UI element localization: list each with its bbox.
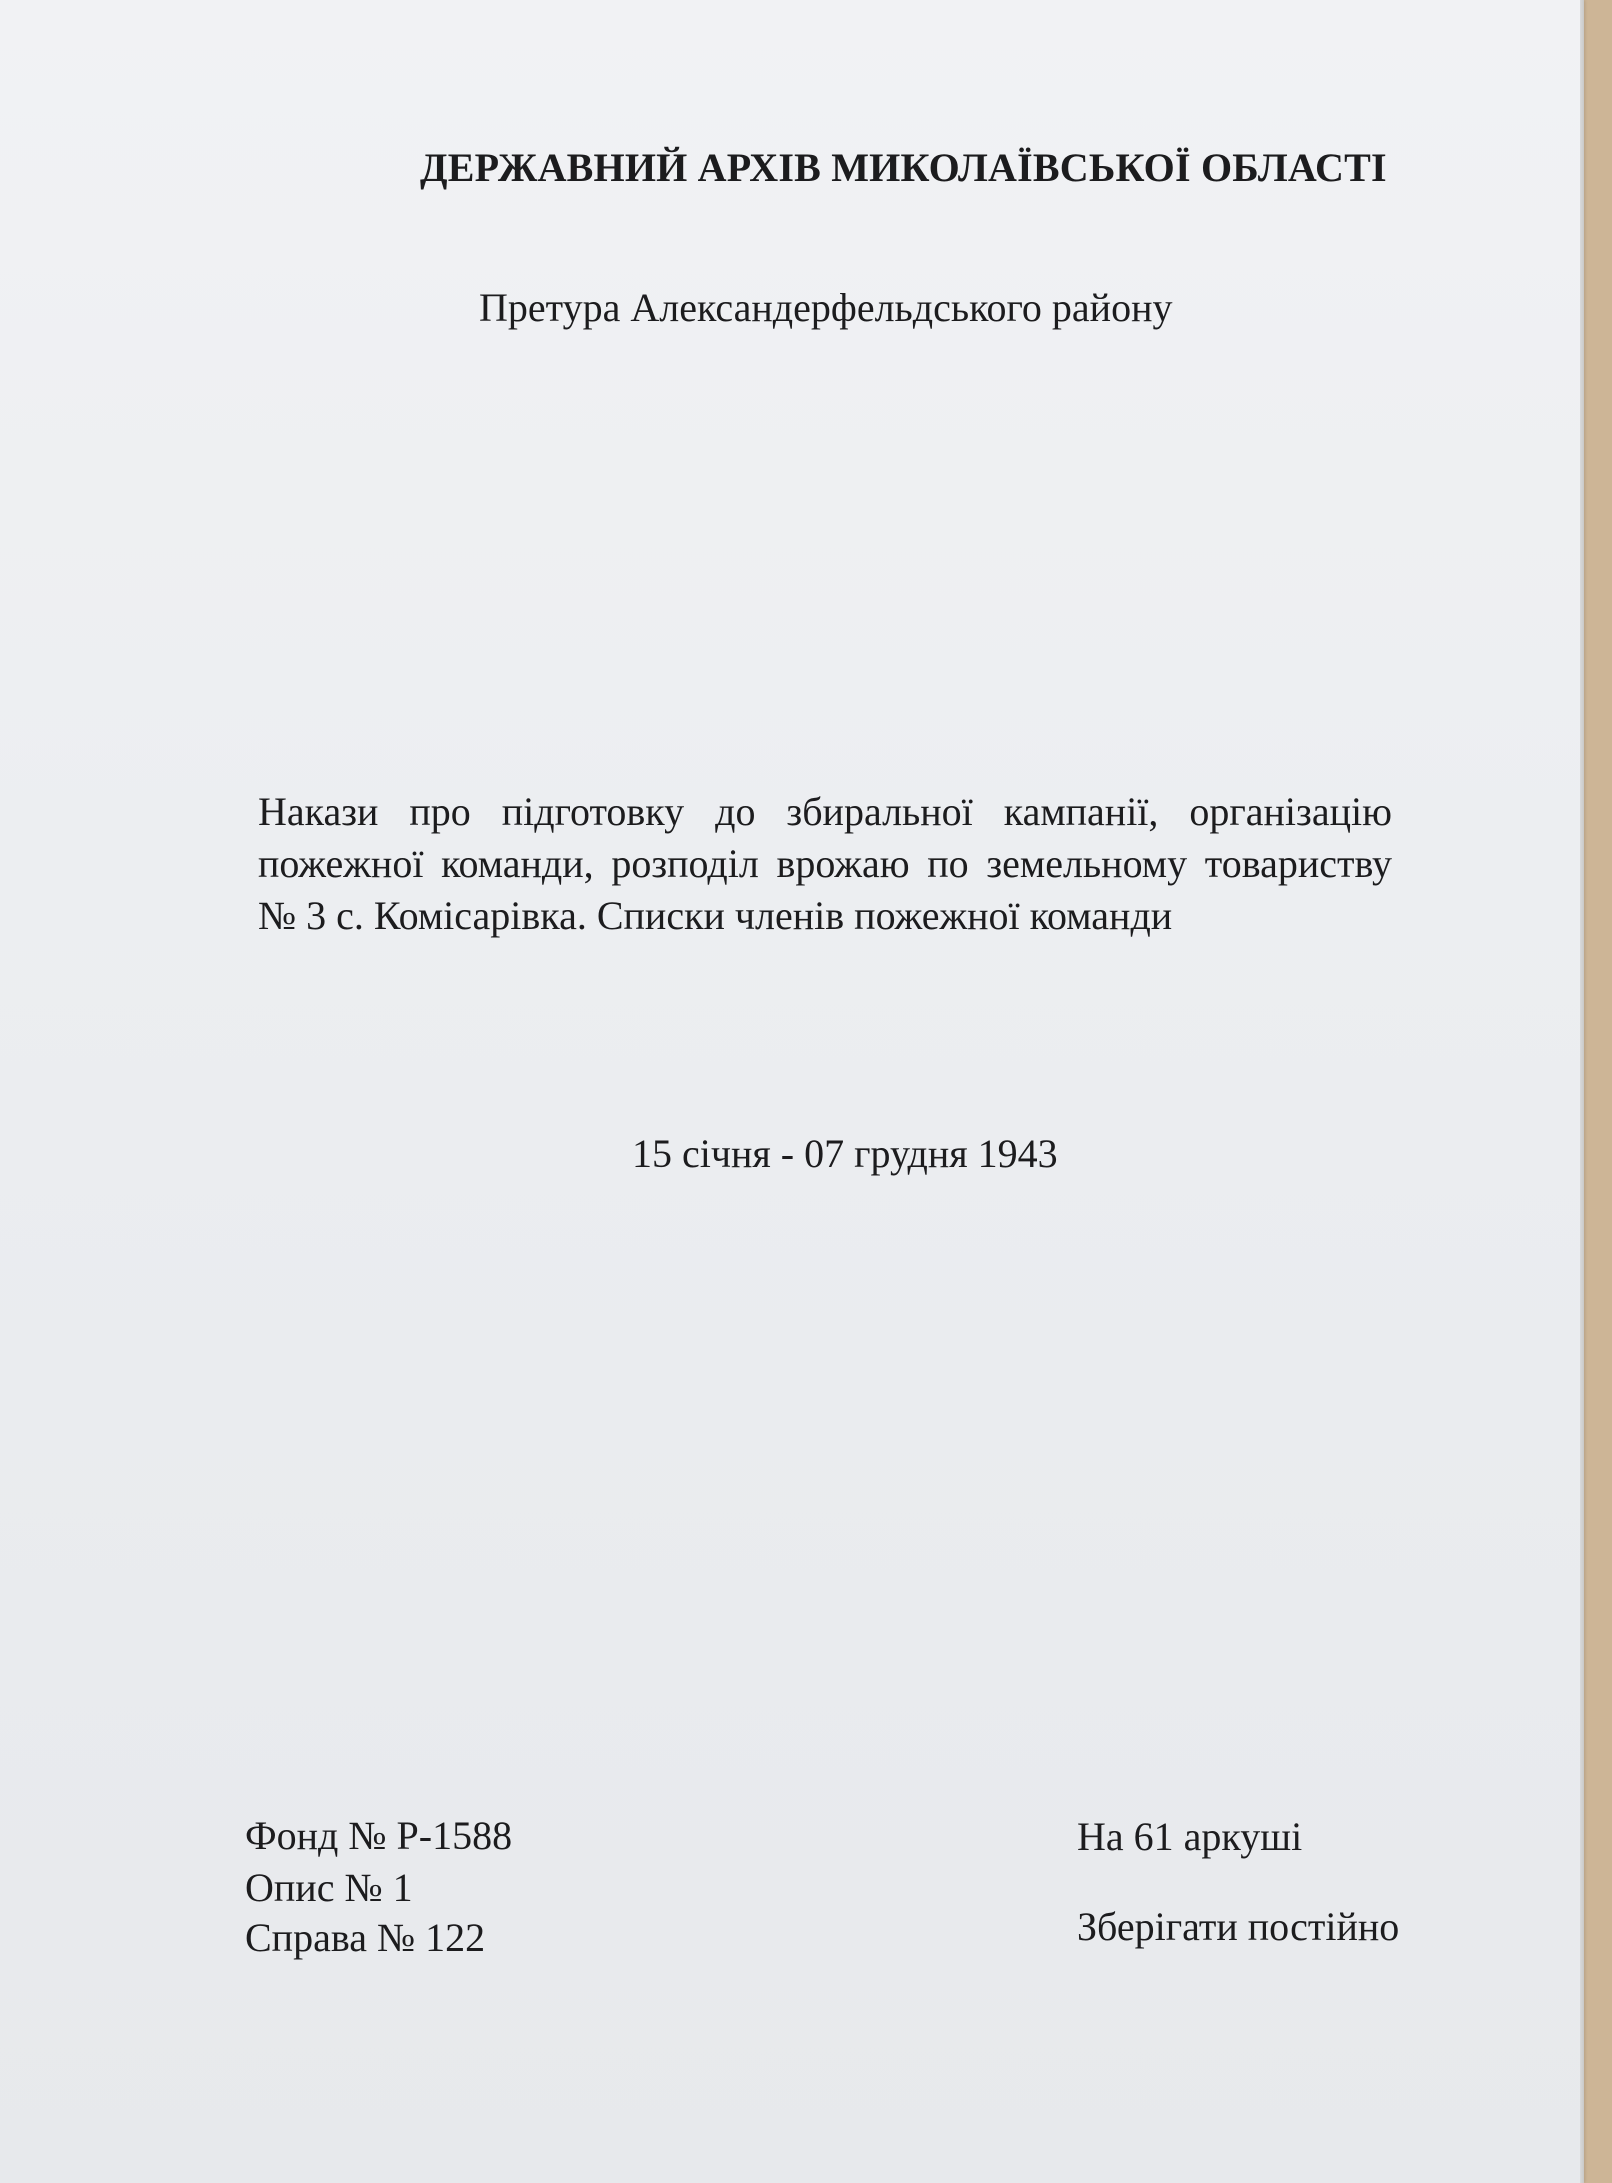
date-range: 15 січня - 07 грудня 1943 [632,1131,1058,1176]
file-description: Накази про підготовку до збиральної кампанії, організацію пожежної команди, розподіл врожаю по земельному товариству № 3 с. Комісарівка. Списки членів пожежної команди [258,789,1392,938]
opys-number: Опис № 1 [245,1865,413,1910]
sprava-number: Справа № 122 [245,1915,486,1960]
institution-name: Претура Александерфельдського району [479,285,1173,330]
page-edge [1580,0,1584,2183]
archive-title: ДЕРЖАВНИЙ АРХІВ МИКОЛАЇВСЬКОЇ ОБЛАСТІ [420,145,1387,190]
sheet-count: На 61 аркуші [1077,1814,1303,1859]
fond-number: Фонд № Р-1588 [245,1813,513,1858]
retention-note: Зберігати постійно [1077,1904,1400,1949]
